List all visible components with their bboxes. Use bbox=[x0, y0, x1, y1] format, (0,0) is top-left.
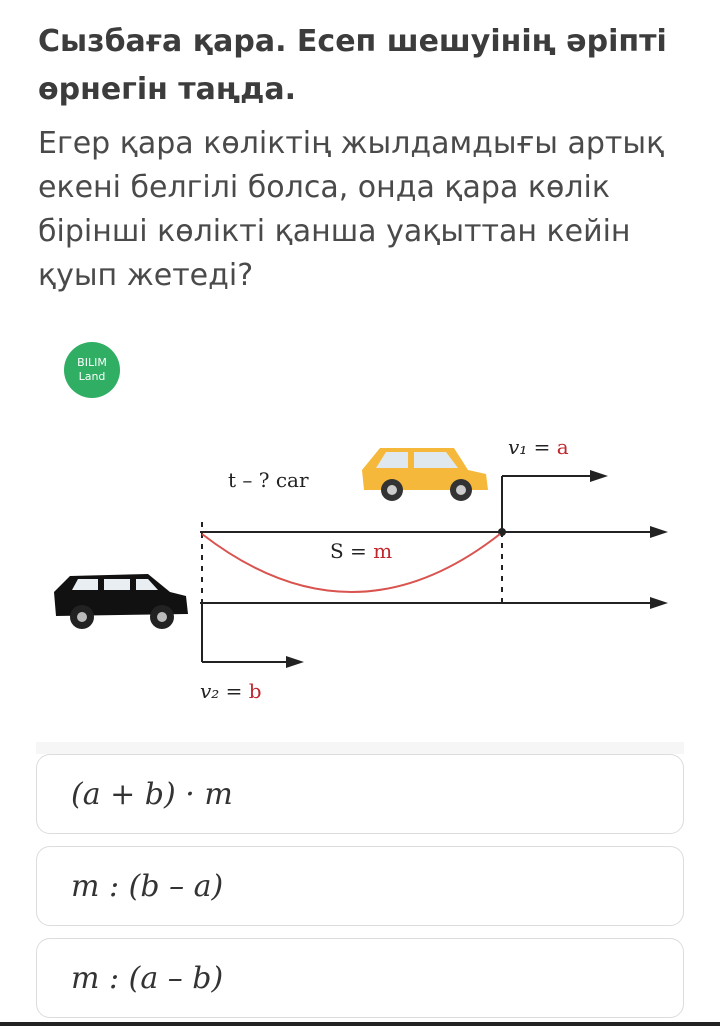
question-text: Егер қара көліктің жылдамдығы артық екені белгілі болса, онда қара көлік бірінші көлікті қанша уақыттан кейін қуып жетеді? bbox=[38, 126, 665, 293]
bilimland-logo bbox=[64, 342, 120, 398]
answer-option-1-label: (a + b) · m bbox=[71, 776, 233, 812]
answer-option-3[interactable] bbox=[36, 938, 684, 1018]
logo-text-bottom: Land bbox=[78, 370, 106, 383]
v2-label: v₂ = b bbox=[200, 679, 262, 703]
top-road-arrowhead bbox=[650, 526, 668, 538]
black-car-icon bbox=[54, 574, 188, 629]
answer-option-1[interactable] bbox=[36, 754, 684, 834]
v2-arrowhead bbox=[286, 656, 304, 668]
yellow-car-icon bbox=[362, 448, 488, 501]
distance-label: S = m bbox=[330, 539, 393, 563]
bottom-road-arrowhead bbox=[650, 597, 668, 609]
divider-strip bbox=[36, 742, 684, 754]
answer-option-2-label: m : (b – a) bbox=[71, 868, 224, 904]
problem-diagram bbox=[0, 330, 720, 740]
time-label: t – ? car bbox=[228, 468, 309, 492]
answer-option-3-label: m : (a – b) bbox=[71, 960, 224, 996]
bottom-bar bbox=[0, 1022, 720, 1026]
answer-option-2[interactable] bbox=[36, 846, 684, 926]
question-title: Сызбаға қара. Есеп шешуінің әріпті өрнегін таңда. bbox=[38, 24, 667, 107]
logo-text-top: BILIM bbox=[77, 356, 107, 369]
v1-label: v₁ = a bbox=[508, 435, 569, 459]
v1-arrowhead bbox=[590, 470, 608, 482]
answer-list bbox=[36, 754, 684, 1030]
